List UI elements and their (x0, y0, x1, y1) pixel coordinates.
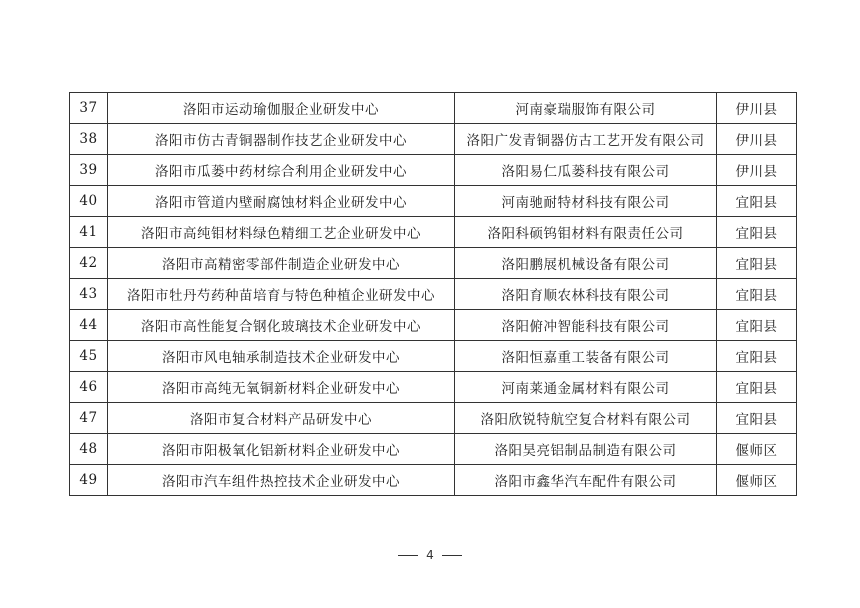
table-row (70, 93, 797, 124)
cell-county: 偃师区 (717, 465, 797, 496)
cell-company: 洛阳育顺农林科技有限公司 (455, 279, 717, 310)
table-row (70, 403, 797, 434)
footer-dash-left (398, 555, 418, 556)
table-row (70, 465, 797, 496)
table-body (70, 93, 797, 496)
cell-center-name: 洛阳市高精密零部件制造企业研发中心 (108, 248, 455, 279)
table-row (70, 217, 797, 248)
cell-number: 44 (70, 310, 108, 341)
cell-center-name: 洛阳市阳极氧化铝新材料企业研发中心 (108, 434, 455, 465)
cell-center-name: 洛阳市瓜蒌中药材综合利用企业研发中心 (108, 155, 455, 186)
cell-number: 48 (70, 434, 108, 465)
table-row (70, 186, 797, 217)
cell-county: 宜阳县 (717, 372, 797, 403)
cell-company: 河南莱通金属材料有限公司 (455, 372, 717, 403)
cell-company: 洛阳欣锐特航空复合材料有限公司 (455, 403, 717, 434)
cell-county: 宜阳县 (717, 248, 797, 279)
cell-number: 46 (70, 372, 108, 403)
cell-number: 42 (70, 248, 108, 279)
table-row (70, 124, 797, 155)
page-footer (0, 548, 860, 562)
cell-county: 伊川县 (717, 155, 797, 186)
cell-center-name: 洛阳市运动瑜伽服企业研发中心 (108, 93, 455, 124)
cell-company: 洛阳恒嘉重工装备有限公司 (455, 341, 717, 372)
cell-center-name: 洛阳市高纯钼材料绿色精细工艺企业研发中心 (108, 217, 455, 248)
table-row (70, 372, 797, 403)
cell-center-name: 洛阳市风电轴承制造技术企业研发中心 (108, 341, 455, 372)
cell-company: 洛阳市鑫华汽车配件有限公司 (455, 465, 717, 496)
cell-company: 洛阳鹏展机械设备有限公司 (455, 248, 717, 279)
cell-center-name: 洛阳市高性能复合钢化玻璃技术企业研发中心 (108, 310, 455, 341)
cell-county: 伊川县 (717, 124, 797, 155)
cell-number: 43 (70, 279, 108, 310)
cell-number: 45 (70, 341, 108, 372)
table-row (70, 155, 797, 186)
cell-number: 49 (70, 465, 108, 496)
table-row (70, 279, 797, 310)
cell-county: 宜阳县 (717, 341, 797, 372)
table-row (70, 434, 797, 465)
cell-number: 40 (70, 186, 108, 217)
cell-company: 洛阳俯冲智能科技有限公司 (455, 310, 717, 341)
cell-center-name: 洛阳市管道内壁耐腐蚀材料企业研发中心 (108, 186, 455, 217)
cell-center-name: 洛阳市汽车组件热控技术企业研发中心 (108, 465, 455, 496)
cell-center-name: 洛阳市仿古青铜器制作技艺企业研发中心 (108, 124, 455, 155)
cell-county: 伊川县 (717, 93, 797, 124)
cell-number: 39 (70, 155, 108, 186)
cell-county: 宜阳县 (717, 403, 797, 434)
rd-center-table (69, 92, 797, 496)
cell-company: 洛阳广发青铜器仿古工艺开发有限公司 (455, 124, 717, 155)
cell-county: 偃师区 (717, 434, 797, 465)
cell-county: 宜阳县 (717, 310, 797, 341)
cell-number: 41 (70, 217, 108, 248)
cell-county: 宜阳县 (717, 186, 797, 217)
page-number: 4 (426, 548, 434, 562)
table-row (70, 310, 797, 341)
cell-center-name: 洛阳市牡丹芍药种苗培育与特色种植企业研发中心 (108, 279, 455, 310)
cell-county: 宜阳县 (717, 279, 797, 310)
cell-company: 洛阳科硕钨钼材料有限责任公司 (455, 217, 717, 248)
table-row (70, 248, 797, 279)
cell-company: 河南豪瑞服饰有限公司 (455, 93, 717, 124)
cell-number: 37 (70, 93, 108, 124)
cell-county: 宜阳县 (717, 217, 797, 248)
cell-company: 洛阳昊亮铝制品制造有限公司 (455, 434, 717, 465)
cell-center-name: 洛阳市复合材料产品研发中心 (108, 403, 455, 434)
footer-dash-right (442, 555, 462, 556)
table-row (70, 341, 797, 372)
cell-company: 河南驰耐特材科技有限公司 (455, 186, 717, 217)
cell-number: 47 (70, 403, 108, 434)
cell-number: 38 (70, 124, 108, 155)
cell-company: 洛阳易仁瓜蒌科技有限公司 (455, 155, 717, 186)
cell-center-name: 洛阳市高纯无氧铜新材料企业研发中心 (108, 372, 455, 403)
